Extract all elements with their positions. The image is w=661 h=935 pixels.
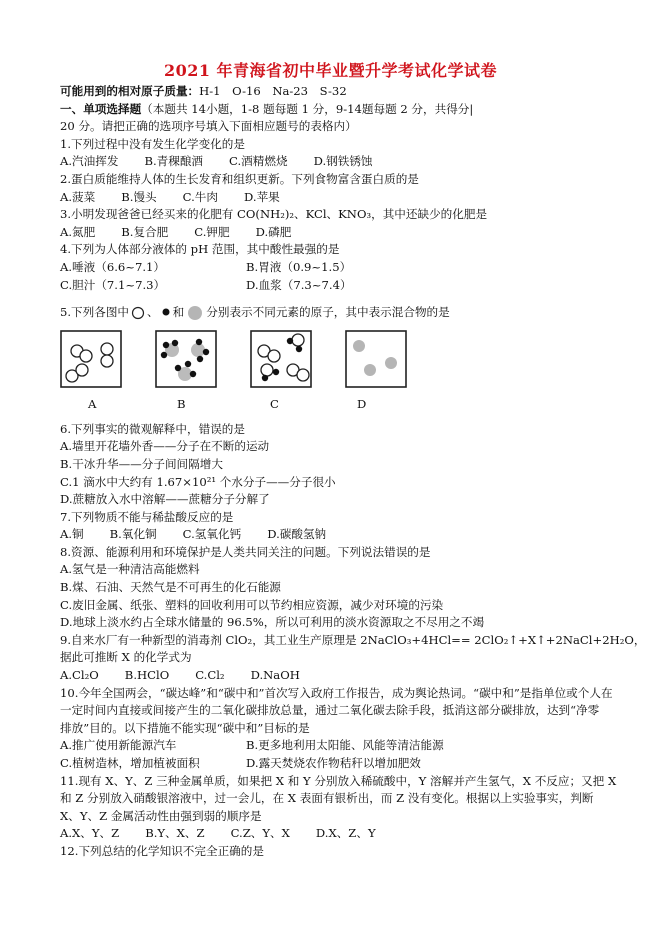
option-item: A.菠菜 bbox=[60, 189, 96, 204]
option-item: B.青稞酿酒 bbox=[144, 154, 204, 169]
q5-suffix: 分别表示不同元素的原子，其中表示混合物的是 bbox=[206, 305, 450, 320]
option-item: B.复合肥 bbox=[121, 224, 169, 239]
options-line bbox=[60, 224, 620, 242]
figure-label-c: C bbox=[270, 396, 279, 411]
options-line bbox=[60, 737, 620, 755]
option-item: B.氧化铜 bbox=[109, 527, 157, 542]
option-item: D.苹果 bbox=[244, 189, 280, 204]
option-item: C.钾肥 bbox=[194, 224, 230, 239]
option-item: C.胆汁（7.1~7.3） bbox=[60, 277, 166, 292]
white-atom-icon bbox=[131, 306, 145, 320]
section-desc-cont: 20 分。请把正确的选项序号填入下面相应题号的表格内） bbox=[60, 119, 357, 134]
diagram-d bbox=[346, 331, 406, 387]
atomic-masses-label: 可能用到的相对原子质量： bbox=[60, 84, 200, 98]
question-line: A.墙里开花墙外香——分子在不断的运动 bbox=[60, 439, 270, 454]
option-item: A.推广使用新能源汽车 bbox=[60, 738, 177, 753]
option-item: D.露天焚烧农作物秸秆以增加肥效 bbox=[246, 756, 421, 770]
question-line: 3.小明发现爸爸已经买来的化肥有 CO(NH₂)₂、KCl、KNO₃，其中还缺少的化肥是 bbox=[60, 207, 488, 222]
options-line bbox=[60, 526, 620, 544]
question-line: D.地球上淡水约占全球水储量的 96.5%，所以可利用的淡水资源取之不尽用之不竭 bbox=[60, 615, 485, 630]
option-item: A.汽油挥发 bbox=[60, 154, 119, 169]
diagram-c bbox=[251, 331, 311, 387]
q5-figure bbox=[60, 326, 620, 421]
figure-label-b: B bbox=[177, 396, 186, 411]
figure-label-a: A bbox=[88, 396, 97, 411]
atomic-masses bbox=[60, 83, 620, 101]
option-item: D.X、Z、Y bbox=[315, 826, 376, 841]
option-item: B.更多地利用太阳能、风能等清洁能源 bbox=[246, 738, 444, 753]
option-item: B.Y、X、Z bbox=[145, 826, 205, 841]
section-desc: （本题共 14小题，1-8 题每题 1 分，9-14题每题 2 分，共得分| bbox=[141, 101, 474, 116]
questions-6-12 bbox=[60, 421, 646, 861]
options-line bbox=[60, 667, 620, 685]
question-line: 2.蛋白质能维持人体的生长发育和组织更新。下列食物富含蛋白质的是 bbox=[60, 171, 419, 186]
question-line: A.氢气是一种清洁高能燃料 bbox=[60, 562, 200, 577]
options-line bbox=[60, 153, 620, 171]
question-line: B.煤、石油、天然气是不可再生的化石能源 bbox=[60, 580, 281, 595]
q5-sep: 、 bbox=[147, 305, 159, 320]
question-line: 排放”目的。以下措施不能实现“碳中和”目标的是 bbox=[60, 720, 310, 735]
section-heading bbox=[60, 101, 620, 119]
option-item: C.植树造林，增加植被面积 bbox=[60, 756, 200, 770]
option-item: A.Cl₂O bbox=[60, 668, 99, 683]
diagram-b bbox=[156, 331, 216, 387]
option-item: A.氮肥 bbox=[60, 224, 96, 239]
question-line: 1.下列过程中没有发生化学变化的是 bbox=[60, 136, 245, 151]
option-item: C.Cl₂ bbox=[195, 668, 225, 683]
question-line: 6.下列事实的微观解释中，错误的是 bbox=[60, 421, 245, 436]
option-item: C.氢氧化钙 bbox=[182, 527, 242, 542]
question-line: 据此可推断 X 的化学式为 bbox=[60, 650, 192, 665]
question-line: 11.现有 X、Y、Z 三种金属单质，如果把 X 和 Y 分别放入稀硫酸中，Y 溶解并产生氢气，X 不反应；又把 X bbox=[60, 773, 617, 788]
option-item: A.X、Y、Z bbox=[60, 826, 120, 841]
options-line bbox=[60, 189, 620, 207]
section-title: 一、单项选择题 bbox=[60, 101, 142, 116]
molecule-diagrams bbox=[60, 328, 460, 396]
option-item: A.唾液（6.6~7.1） bbox=[60, 259, 166, 274]
option-item: C.牛肉 bbox=[182, 189, 218, 204]
q5-and: 和 bbox=[172, 305, 185, 320]
black-atom-icon bbox=[161, 307, 171, 319]
exam-content bbox=[60, 83, 646, 861]
diagram-a bbox=[61, 331, 121, 387]
atomic-masses-value: H-1 O-16 Na-23 S-32 bbox=[199, 84, 347, 98]
question-line: X、Y、Z 金属活动性由强到弱的顺序是 bbox=[60, 808, 262, 823]
options-line bbox=[60, 755, 620, 773]
option-item: D.碳酸氢钠 bbox=[267, 527, 327, 542]
option-item: B.馒头 bbox=[121, 189, 157, 204]
question-line: 和 Z 分别放入硝酸银溶液中，过一会儿，在 X 表面有银析出，而 Z 没有变化。根据以上实验事实，判断 bbox=[60, 791, 594, 806]
question-line: 8.资源、能源利用和环境保护是人类共同关注的问题。下列说法错误的是 bbox=[60, 544, 431, 559]
question-5 bbox=[60, 304, 620, 322]
question-line: 7.下列物质不能与稀盐酸反应的是 bbox=[60, 509, 234, 524]
options-line bbox=[60, 825, 620, 843]
question-line: D.蔗糖放入水中溶解——蔗糖分子分解了 bbox=[60, 492, 270, 507]
question-line: 一定时间内直接或间接产生的二氧化碳排放总量，通过二氧化碳去除手段，抵消这部分碳排放，达到“净零 bbox=[60, 703, 600, 718]
question-line: B.干冰升华——分子间间隔增大 bbox=[60, 456, 223, 471]
question-line: 10.今年全国两会，“碳达峰”和“碳中和”首次写入政府工作报告，成为舆论热词。“碳中和”是指单位或个人在 bbox=[60, 685, 613, 700]
options-line bbox=[60, 277, 620, 295]
option-item: B.胃液（0.9~1.5） bbox=[246, 259, 352, 274]
questions-1-4 bbox=[60, 136, 620, 294]
question-line: C.1 滴水中大约有 1.67×10²¹ 个水分子——分子很小 bbox=[60, 474, 336, 489]
option-item: D.血浆（7.3~7.4） bbox=[246, 277, 352, 292]
option-item: A.铜 bbox=[60, 527, 84, 542]
question-line: 4.下列为人体部分液体的 pH 范围，其中酸性最强的是 bbox=[60, 242, 340, 257]
option-item: B.HClO bbox=[124, 668, 170, 683]
option-item: D.钢铁锈蚀 bbox=[313, 154, 373, 169]
options-line bbox=[60, 259, 620, 277]
option-item: C.酒精燃烧 bbox=[229, 154, 288, 169]
question-line: C.废旧金属、纸张、塑料的回收利用可以节约相应资源，减少对环境的污染 bbox=[60, 597, 444, 612]
question-line: 12.下列总结的化学知识不完全正确的是 bbox=[60, 843, 264, 858]
gray-atom-icon bbox=[186, 305, 204, 321]
q5-prefix: 5.下列各图中 bbox=[60, 305, 130, 320]
option-item: C.Z、Y、X bbox=[230, 826, 290, 841]
page-title: 2021 年青海省初中毕业暨升学考试化学试卷 bbox=[163, 61, 498, 80]
question-line: 9.自来水厂有一种新型的消毒剂 ClO₂，其工业生产原理是 2NaClO₃+4HCl== 2ClO₂↑+X↑+2NaCl+2H₂O， bbox=[60, 632, 646, 647]
option-item: D.磷肥 bbox=[255, 224, 292, 239]
figure-label-d: D bbox=[357, 396, 367, 411]
option-item: D.NaOH bbox=[250, 668, 300, 683]
